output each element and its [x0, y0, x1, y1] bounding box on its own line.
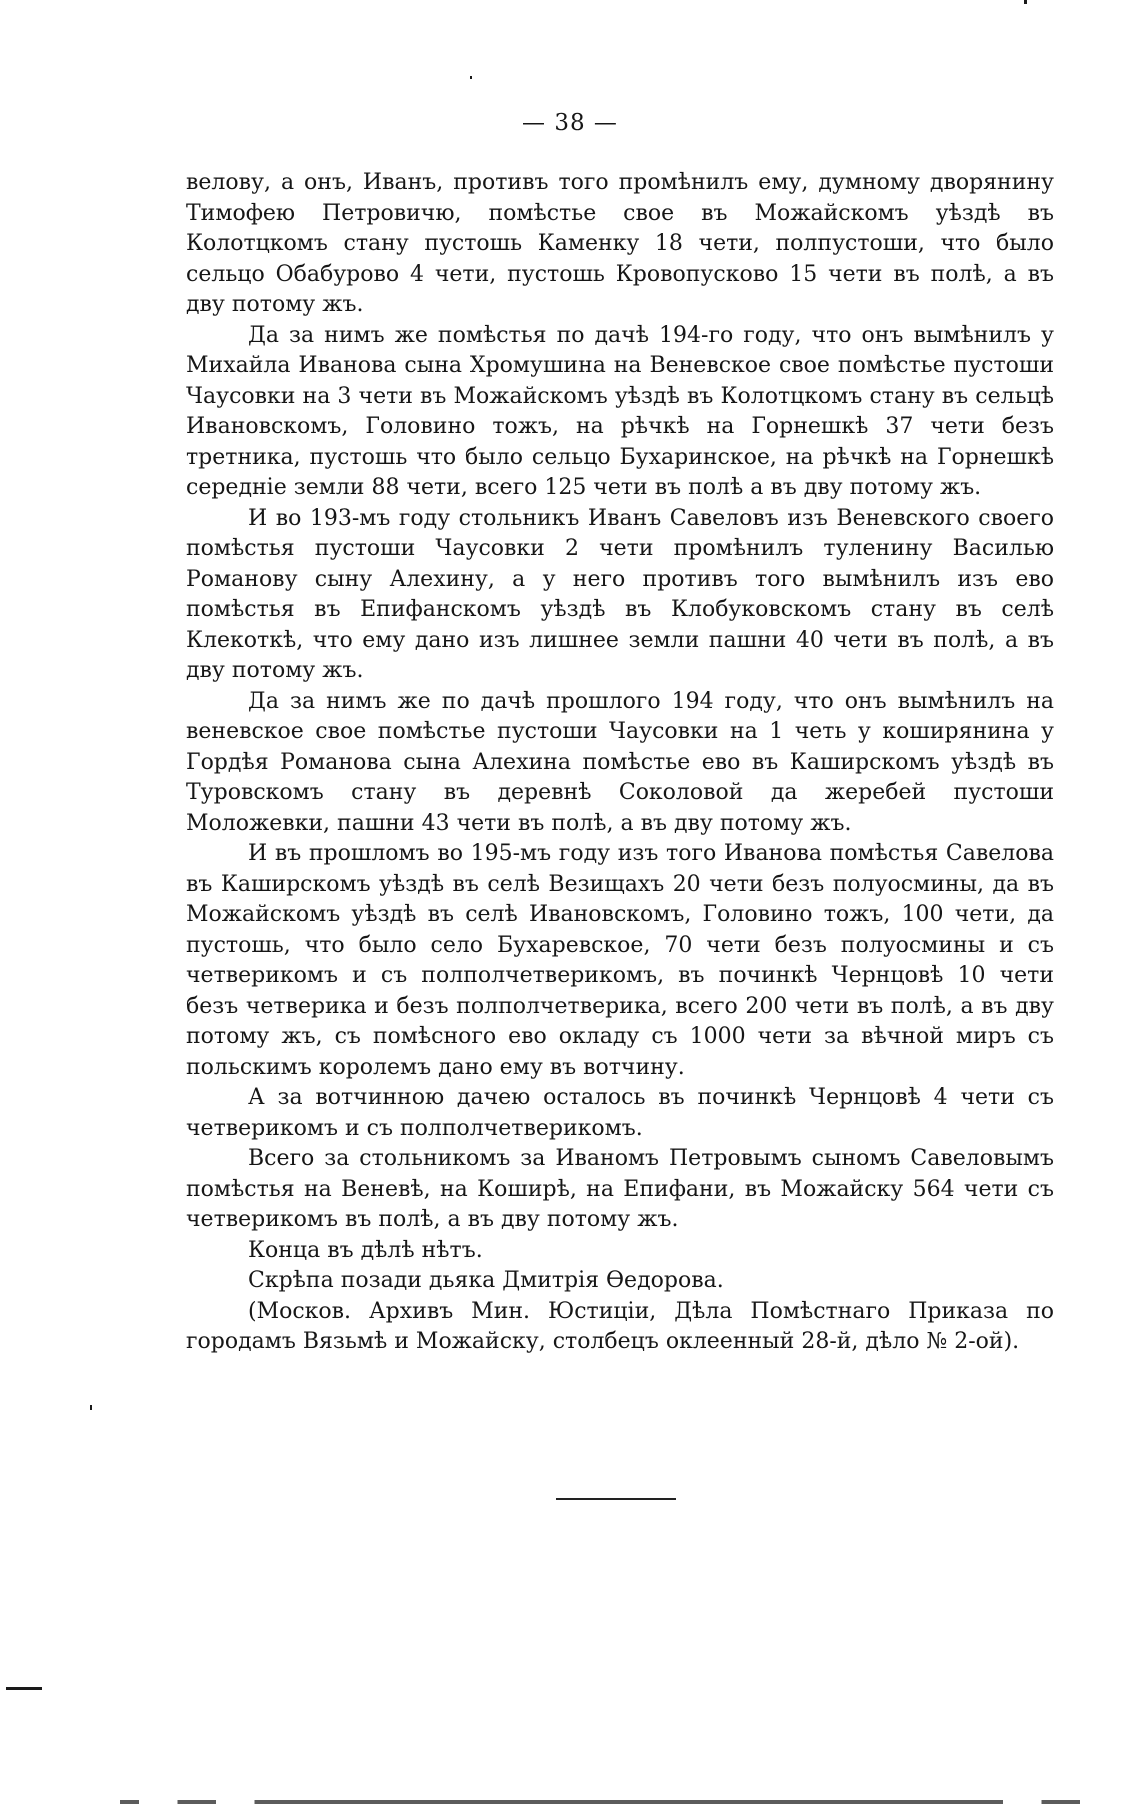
- paragraph-continuation: велову, а онъ, Иванъ, противъ того промѣнилъ ему, думному дворянину Тимофею Петровичю, помѣстье свое въ Можайскомъ уѣздѣ въ Колотцкомъ стану пустошь Каменку 18 чети, полпустоши, что было сельцо Обабурово 4 чети, пустошь Кровопусково 15 чети въ полѣ, а въ дву потому жъ.: [186, 170, 1054, 317]
- paragraph: И въ прошломъ во 195-мъ году изъ того Иванова помѣстья Савелова въ Каширскомъ уѣздѣ въ селѣ Везищахъ 20 чети безъ полуосмины, да въ Можайскомъ уѣздѣ въ селѣ Ивановскомъ, Головино тожъ, 100 чети, да пустошь, что было село Бухаревское, 70 чети безъ полуосмины и съ четверикомъ и съ полполчетверикомъ, въ починкѣ Чернцовѣ 10 чети безъ четверика и безъ полполчетверика, всего 200 чети въ полѣ, а въ дву потому жъ, съ помѣсного ево окладу съ 1000 чети за вѣчной миръ съ польскимъ королемъ дано ему въ вотчину.: [186, 841, 1054, 1080]
- scan-edge-strip: [120, 1800, 1080, 1804]
- paragraph: А за вотчинною дачею осталось въ починкѣ Чернцовѣ 4 чети съ четверикомъ и съ полполчетверикомъ.: [186, 1085, 1054, 1141]
- scan-mark: [6, 1687, 42, 1690]
- end-divider: [556, 1498, 676, 1500]
- paragraph: Да за нимъ же помѣстья по дачѣ 194-го году, что онъ вымѣнилъ у Михайла Иванова сына Хромушина на Веневское свое помѣстье пустоши Чаусовки на 3 чети въ Можайскомъ уѣздѣ въ Колотцкомъ стану въ сельцѣ Ивановскомъ, Головино тожъ, на рѣчкѣ на Горнешкѣ 37 чети безъ третника, пустошь что было сельцо Бухаринское, на рѣчкѣ на Горнешкѣ середніе земли 88 чети, всего 125 чети въ полѣ а въ дву потому жъ.: [186, 322, 1054, 500]
- paragraph: И во 193-мъ году стольникъ Иванъ Савеловъ изъ Веневского своего помѣстья пустоши Чаусовки 2 чети промѣнилъ туленину Василью Романову сыну Алехину, а у него противъ того вымѣнилъ изъ ево помѣстья въ Епифанскомъ уѣздѣ въ Клобуковскомъ стану въ селѣ Клекоткѣ, что ему дано изъ лишнее земли пашни 40 чети въ полѣ, а въ дву потому жъ.: [186, 505, 1054, 683]
- paragraph: Скрѣпа позади дьяка Дмитрія Ѳедорова.: [248, 1268, 724, 1293]
- paragraph: Да за нимъ же по дачѣ прошлого 194 году, что онъ вымѣнилъ на веневское свое помѣстье пустоши Чаусовки на 1 четь у коширянина у Гордѣя Романова сына Алехина помѣстье ево въ Каширскомъ уѣздѣ въ Туровскомъ стану въ деревнѣ Соколовой да жеребей пустоши Моложевки, пашни 43 чети въ полѣ, а въ дву потому жъ.: [186, 688, 1054, 836]
- document-body: [186, 168, 1054, 1358]
- paragraph: Всего за стольникомъ за Иваномъ Петровымъ сыномъ Савеловымъ помѣстья на Веневѣ, на Коширѣ, на Епифани, въ Можайску 564 чети съ четверикомъ въ полѣ, а въ дву потому жъ.: [186, 1146, 1054, 1232]
- scan-mark: [1024, 0, 1027, 4]
- archive-citation: (Москов. Архивъ Мин. Юстиціи, Дѣла Помѣстнаго Приказа по городамъ Вязьмѣ и Можайску, столбецъ оклеенный 28-й, дѣло № 2-ой).: [186, 1298, 1054, 1354]
- page-number: — 38 —: [522, 110, 618, 136]
- scan-mark: [470, 76, 472, 79]
- scan-mark: [90, 1405, 92, 1410]
- paragraph: Конца въ дѣлѣ нѣтъ.: [248, 1237, 483, 1263]
